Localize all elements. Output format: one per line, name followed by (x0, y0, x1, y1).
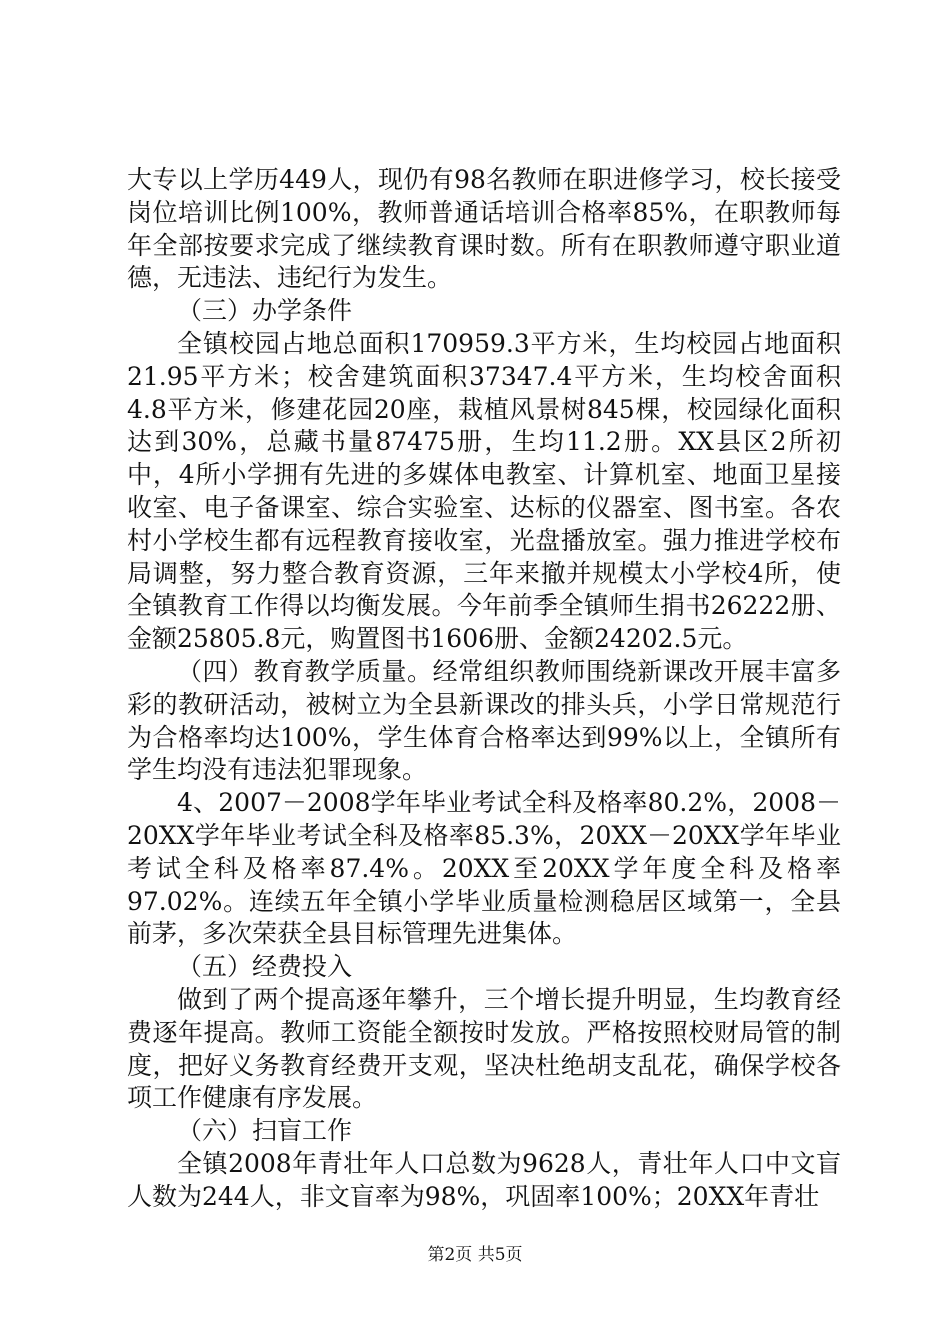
paragraph-teaching-quality: （四）教育教学质量。经常组织教师围绕新课改开展丰富多彩的教研活动，被树立为全县新课改的排头兵，小学日常规范行为合格率均达100%，学生体育合格率达到99%以上，全镇所有学生均没有违法犯罪现象。 (127, 656, 841, 785)
heading-school-conditions: （三）办学条件 (177, 296, 353, 326)
paragraph-teacher-qualifications: 大专以上学历449人，现仍有98名教师在职进修学习，校长接受岗位培训比例100%，教师普通话培训合格率85%，在职教师每年全部按要求完成了继续教育课时数。所有在职教师遵守职业道德，无违法、违纪行为发生。 (127, 165, 841, 293)
heading-funding: （五）经费投入 (177, 952, 353, 982)
paragraph-funding: 做到了两个提高逐年攀升，三个增长提升明显，生均教育经费逐年提高。教师工资能全额按时发放。严格按照校财局管的制度，把好义务教育经费开支观，坚决杜绝胡支乱花，确保学校各项工作健康有序发展。 (127, 984, 841, 1113)
document-body (127, 164, 841, 1214)
paragraph-literacy: 全镇2008年青壮年人口总数为9628人，青壮年人口中文盲人数为244人，非文盲率为98%，巩固率100%；20XX年青壮 (127, 1148, 841, 1211)
paragraph-exam-pass-rates: 4、2007－2008学年毕业考试全科及格率80.2%，2008－20XX学年毕业考试全科及格率85.3%，20XX－20XX学年毕业考试全科及格率87.4%。20XX至20XX学年度全科及格率97.02%。连续五年全镇小学毕业质量检测稳居区域第一，全县前茅，多次荣获全县目标管理先进集体。 (127, 788, 841, 949)
page-number-footer: 第2页 共5页 (427, 1245, 523, 1265)
heading-literacy: （六）扫盲工作 (177, 1116, 353, 1146)
paragraph-school-conditions: 全镇校园占地总面积170959.3平方米，生均校园占地面积21.95平方米；校舍建筑面积37347.4平方米，生均校舍面积4.8平方米，修建花园20座，栽植风景树845棵，校园绿化面积达到30%，总藏书量87475册，生均11.2册。XX县区2所初中，4所小学拥有先进的多媒体电教室、计算机室、地面卫星接收室、电子备课室、综合实验室、达标的仪器室、图书室。各农村小学校生都有远程教育接收室，光盘播放室。强力推进学校布局调整，努力整合教育资源，三年来撤并规模太小学校4所，使全镇教育工作得以均衡发展。今年前季全镇师生捐书26222册、金额25805.8元，购置图书1606册、金额24202.5元。 (127, 328, 841, 654)
